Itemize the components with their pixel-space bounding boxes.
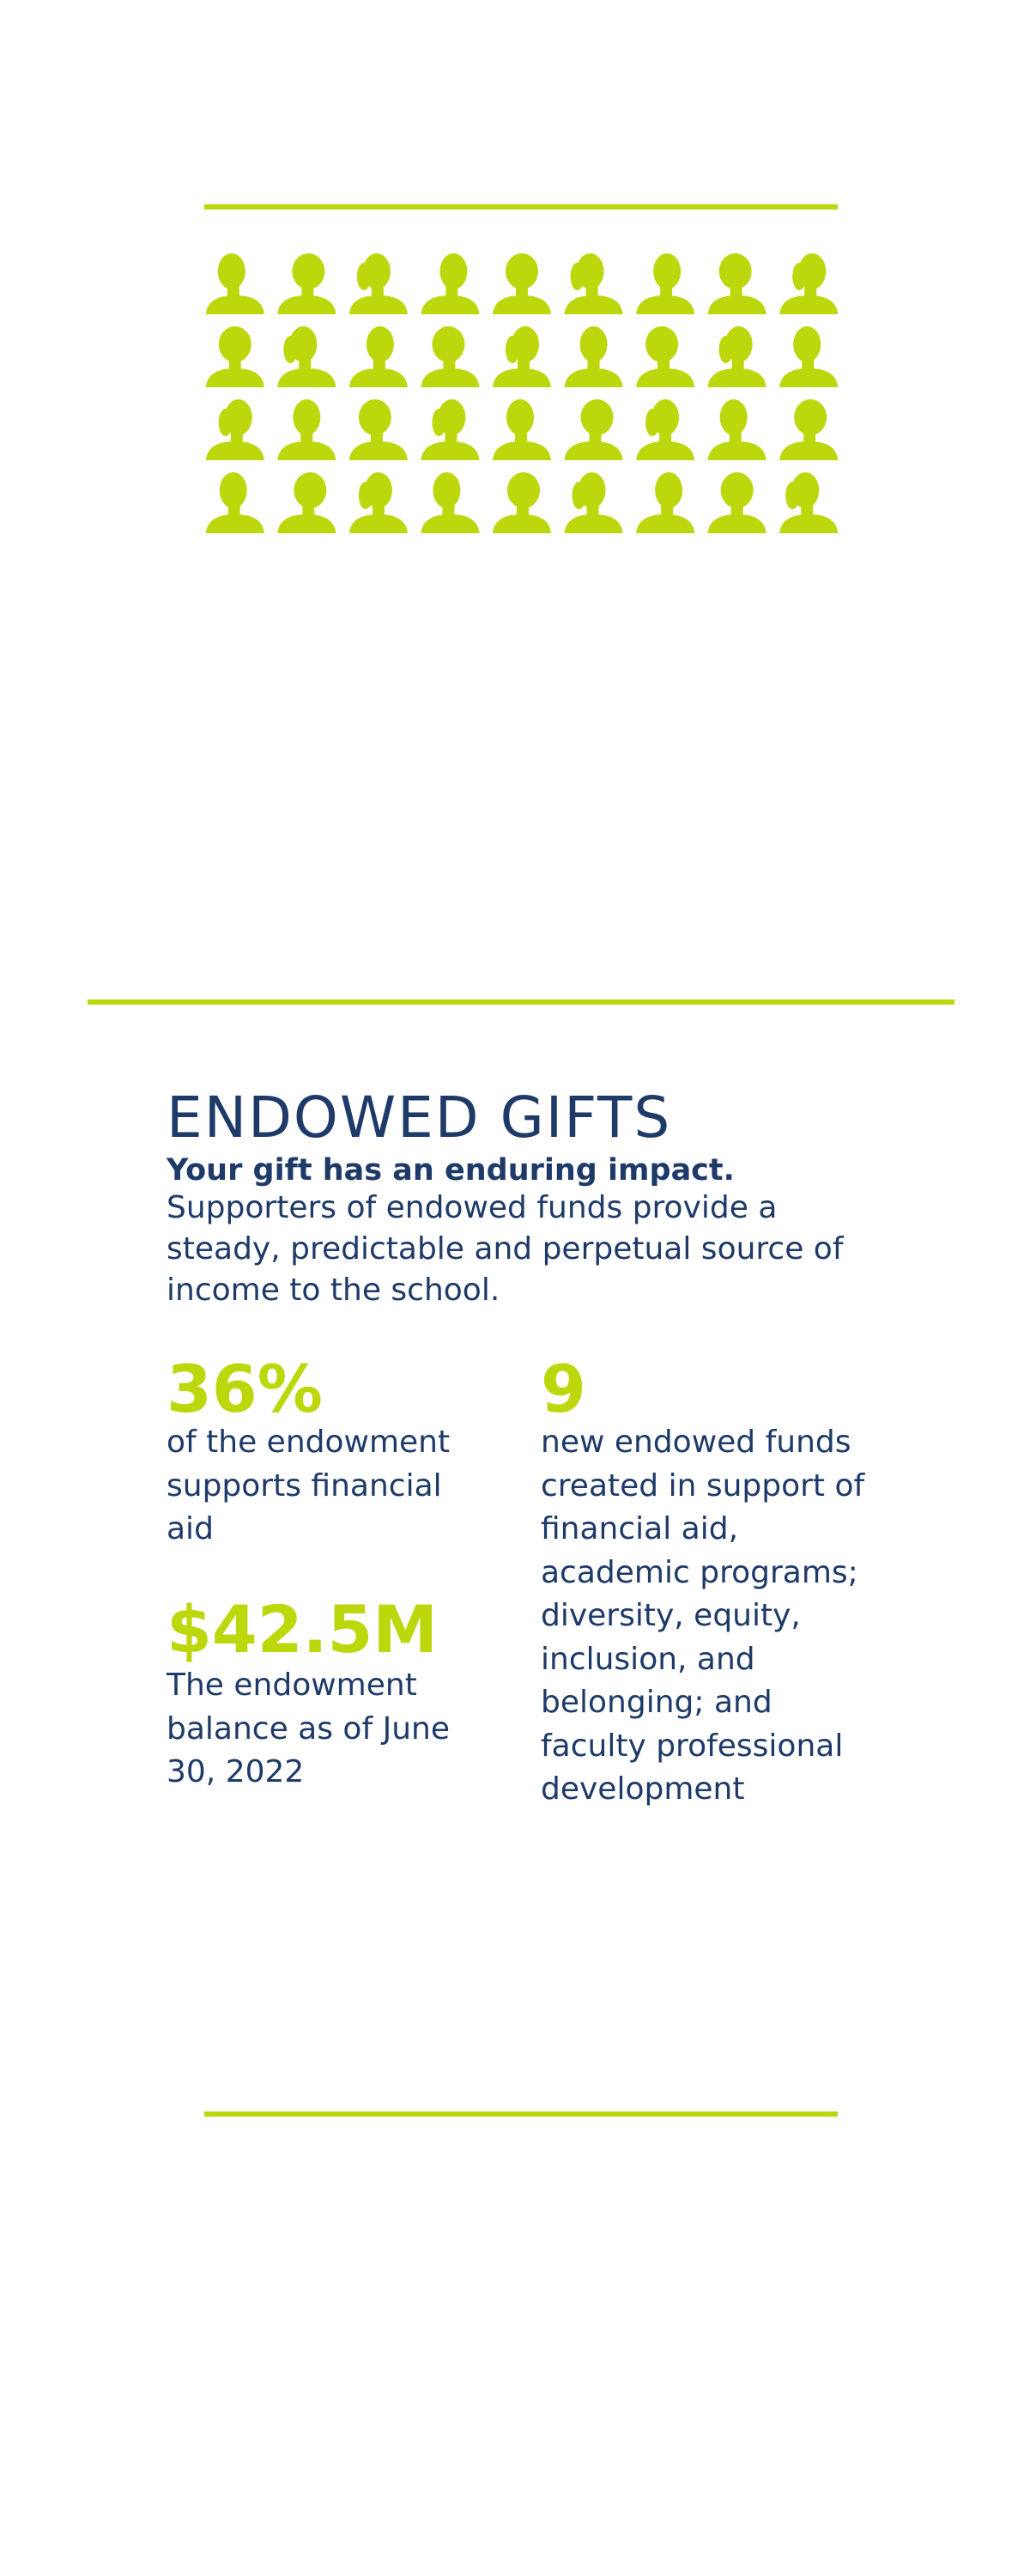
person-silhouette-icon [206,253,264,314]
person-silhouette-icon [636,253,694,314]
people-silhouette-grid [199,247,845,539]
person-silhouette-icon [779,326,838,387]
person-silhouette-icon [779,253,838,314]
person-silhouette-icon [565,326,623,387]
person-silhouette-icon [779,399,838,460]
person-silhouette-icon [708,326,766,387]
person-silhouette-icon [565,399,623,460]
stat-new-funds-count: 9 [541,1351,586,1427]
person-silhouette-icon [636,399,694,460]
section-title: ENDOWED GIFTS [167,1084,672,1151]
person-silhouette-icon [493,472,551,533]
person-silhouette-icon [277,326,336,387]
person-silhouette-icon [493,326,551,387]
person-silhouette-icon [349,253,408,314]
section-divider [88,999,954,1005]
person-silhouette-icon [565,253,623,314]
section-intro: Supporters of endowed funds provide a steady, predictable and perpetual source of income to the school. [167,1190,844,1308]
bottom-divider [204,2111,838,2117]
people-silhouette-svg [199,247,845,539]
person-silhouette-icon [636,326,694,387]
person-silhouette-icon [421,253,479,314]
stat-endowment-balance-description: The endowment balance as of June 30, 2022 [167,1668,450,1789]
stat-endowment-balance: $42.5M [167,1591,439,1668]
person-silhouette-icon [421,472,479,533]
person-silhouette-icon [708,399,766,460]
person-silhouette-icon [708,472,766,533]
person-silhouette-icon [708,253,766,314]
person-silhouette-icon [779,472,838,533]
stat-financial-aid-description: of the endowment supports financial aid [167,1425,451,1546]
person-silhouette-icon [277,253,336,314]
section-subtitle: Your gift has an enduring impact. [167,1153,735,1188]
person-silhouette-icon [349,399,408,460]
person-silhouette-icon [636,472,694,533]
person-silhouette-icon [277,472,336,533]
stat-financial-aid-percent: 36% [167,1351,323,1427]
person-silhouette-icon [206,399,264,460]
person-silhouette-icon [493,253,551,314]
person-silhouette-icon [421,399,479,460]
person-silhouette-icon [349,472,408,533]
top-divider [204,204,838,210]
stat-new-funds-description: new endowed funds created in support of financial aid, academic programs; diversity, equity, inclusion, and belonging; and faculty professional development [541,1425,865,1807]
person-silhouette-icon [421,326,479,387]
person-silhouette-icon [206,326,264,387]
person-silhouette-icon [565,472,623,533]
person-silhouette-icon [277,399,336,460]
person-silhouette-icon [349,326,408,387]
person-silhouette-icon [206,472,264,533]
person-silhouette-icon [493,399,551,460]
